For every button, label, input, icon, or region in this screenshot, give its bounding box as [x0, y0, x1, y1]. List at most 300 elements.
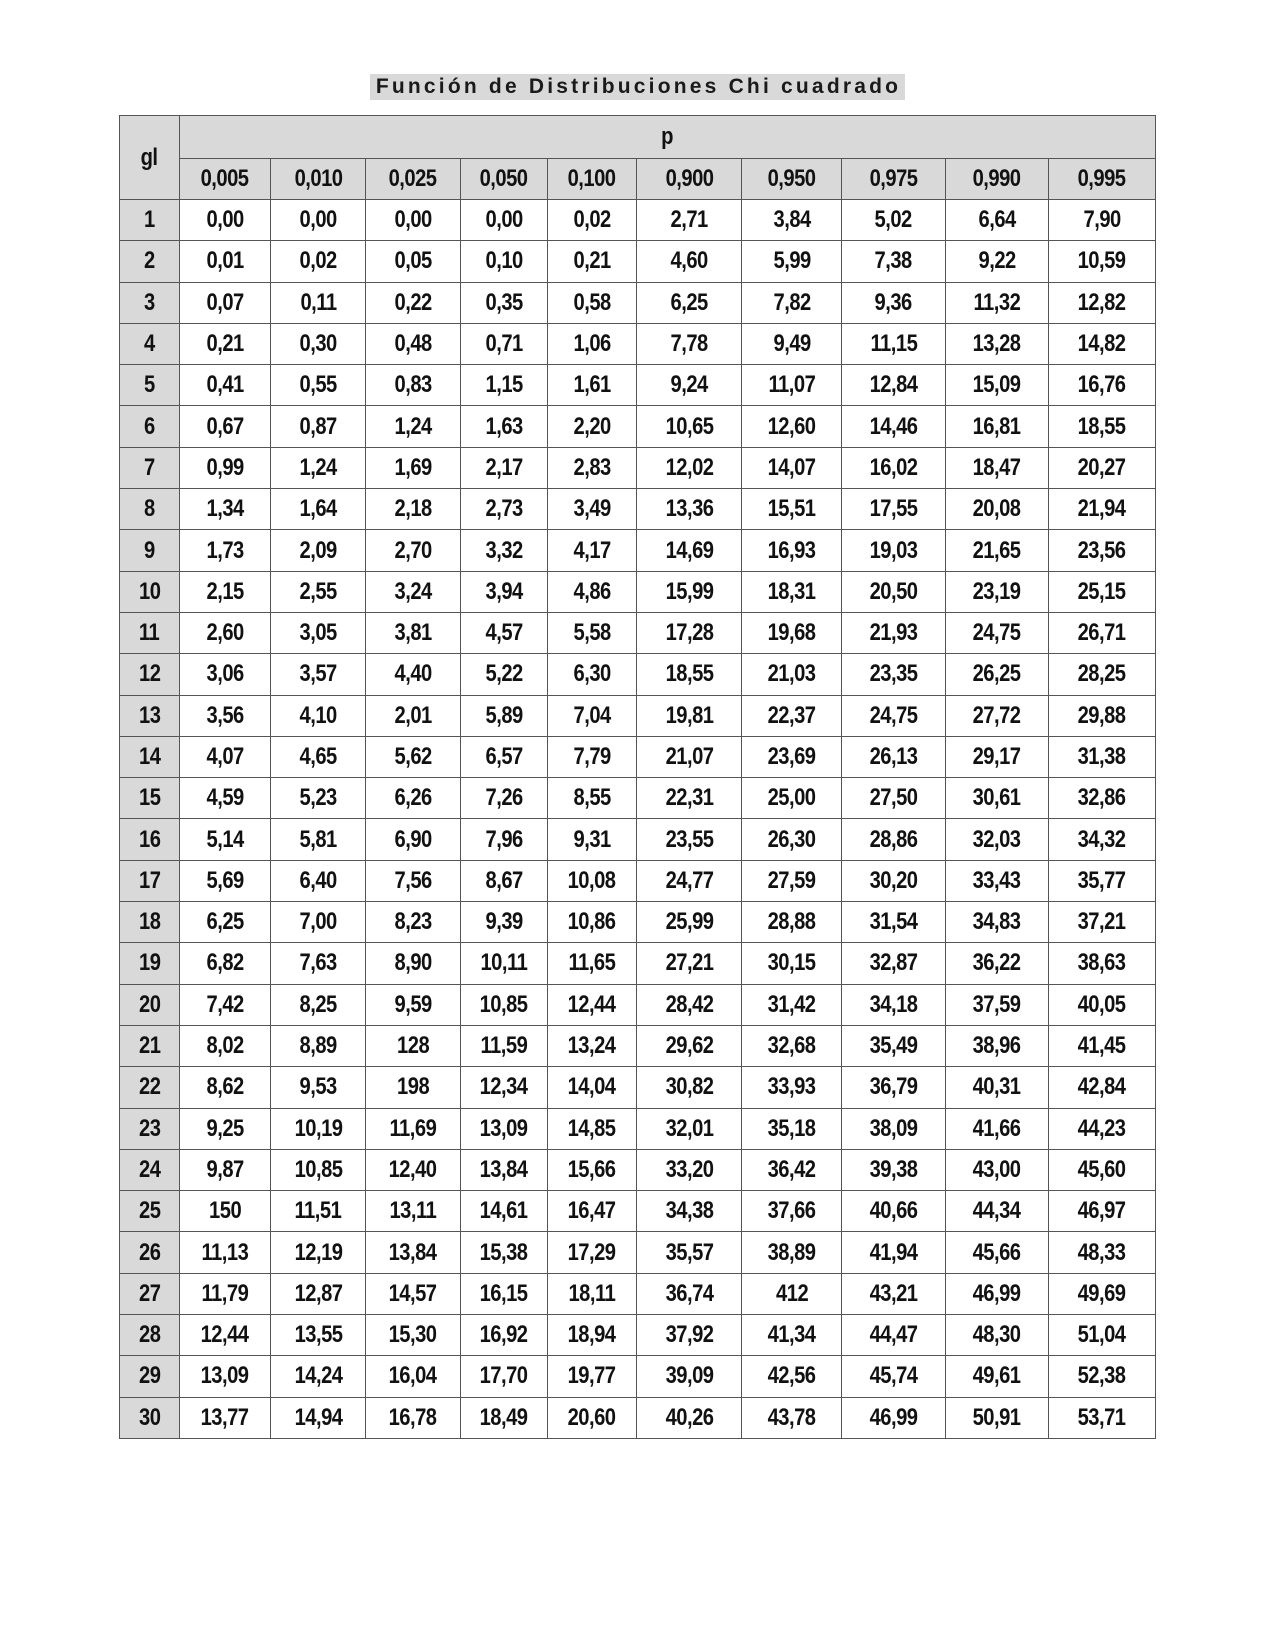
- value-cell: 6,57: [460, 736, 547, 777]
- value-cell: 28,86: [842, 819, 946, 860]
- value-cell: 12,60: [742, 406, 842, 447]
- value-cell: 14,85: [547, 1108, 637, 1149]
- value-cell: 3,94: [460, 571, 547, 612]
- gl-header: gl: [120, 116, 180, 200]
- value-cell: 20,50: [842, 571, 946, 612]
- value-cell: 6,25: [637, 282, 742, 323]
- value-cell: 0,00: [271, 200, 366, 241]
- value-cell: 24,75: [842, 695, 946, 736]
- value-cell: 6,30: [547, 654, 637, 695]
- value-cell: 16,02: [842, 447, 946, 488]
- value-cell: 9,31: [547, 819, 637, 860]
- value-cell: 12,02: [637, 447, 742, 488]
- value-cell: 2,70: [366, 530, 461, 571]
- value-cell: 12,34: [460, 1067, 547, 1108]
- table-row: [120, 530, 1156, 571]
- column-header: 0,050: [460, 159, 547, 200]
- value-cell: 0,02: [271, 241, 366, 282]
- value-cell: 10,11: [460, 943, 547, 984]
- column-header: 0,995: [1048, 159, 1155, 200]
- value-cell: 3,49: [547, 489, 637, 530]
- value-cell: 412: [742, 1273, 842, 1314]
- value-cell: 13,84: [366, 1232, 461, 1273]
- gl-cell: 7: [120, 447, 180, 488]
- value-cell: 25,15: [1048, 571, 1155, 612]
- value-cell: 36,22: [946, 943, 1049, 984]
- gl-cell: 14: [120, 736, 180, 777]
- value-cell: 0,67: [179, 406, 271, 447]
- value-cell: 16,93: [742, 530, 842, 571]
- value-cell: 21,07: [637, 736, 742, 777]
- value-cell: 0,83: [366, 365, 461, 406]
- value-cell: 35,57: [637, 1232, 742, 1273]
- value-cell: 17,55: [842, 489, 946, 530]
- value-cell: 45,74: [842, 1356, 946, 1397]
- value-cell: 1,34: [179, 489, 271, 530]
- value-cell: 27,21: [637, 943, 742, 984]
- value-cell: 13,84: [460, 1149, 547, 1190]
- table-row: [120, 1356, 1156, 1397]
- value-cell: 34,38: [637, 1191, 742, 1232]
- value-cell: 4,59: [179, 778, 271, 819]
- value-cell: 45,66: [946, 1232, 1049, 1273]
- value-cell: 21,94: [1048, 489, 1155, 530]
- value-cell: 18,11: [547, 1273, 637, 1314]
- table-row: [120, 860, 1156, 901]
- value-cell: 7,00: [271, 902, 366, 943]
- value-cell: 10,59: [1048, 241, 1155, 282]
- value-cell: 35,49: [842, 1025, 946, 1066]
- value-cell: 3,06: [179, 654, 271, 695]
- column-header: 0,005: [179, 159, 271, 200]
- value-cell: 32,01: [637, 1108, 742, 1149]
- gl-cell: 24: [120, 1149, 180, 1190]
- value-cell: 11,32: [946, 282, 1049, 323]
- value-cell: 4,10: [271, 695, 366, 736]
- value-cell: 12,19: [271, 1232, 366, 1273]
- value-cell: 13,11: [366, 1191, 461, 1232]
- value-cell: 15,66: [547, 1149, 637, 1190]
- value-cell: 0,10: [460, 241, 547, 282]
- value-cell: 7,42: [179, 984, 271, 1025]
- value-cell: 9,59: [366, 984, 461, 1025]
- value-cell: 11,65: [547, 943, 637, 984]
- gl-cell: 12: [120, 654, 180, 695]
- value-cell: 40,31: [946, 1067, 1049, 1108]
- value-cell: 2,60: [179, 612, 271, 653]
- value-cell: 9,25: [179, 1108, 271, 1149]
- value-cell: 14,57: [366, 1273, 461, 1314]
- table-body: [120, 200, 1156, 1439]
- value-cell: 0,55: [271, 365, 366, 406]
- value-cell: 11,13: [179, 1232, 271, 1273]
- value-cell: 1,73: [179, 530, 271, 571]
- value-cell: 0,01: [179, 241, 271, 282]
- value-cell: 18,31: [742, 571, 842, 612]
- value-cell: 16,15: [460, 1273, 547, 1314]
- value-cell: 18,49: [460, 1397, 547, 1438]
- page-title: Función de Distribuciones Chi cuadrado: [370, 74, 905, 100]
- gl-cell: 17: [120, 860, 180, 901]
- gl-cell: 4: [120, 323, 180, 364]
- value-cell: 44,23: [1048, 1108, 1155, 1149]
- value-cell: 12,82: [1048, 282, 1155, 323]
- value-cell: 4,65: [271, 736, 366, 777]
- value-cell: 14,82: [1048, 323, 1155, 364]
- value-cell: 5,99: [742, 241, 842, 282]
- value-cell: 48,30: [946, 1315, 1049, 1356]
- value-cell: 10,65: [637, 406, 742, 447]
- value-cell: 38,63: [1048, 943, 1155, 984]
- value-cell: 1,24: [366, 406, 461, 447]
- table-row: [120, 1315, 1156, 1356]
- value-cell: 10,86: [547, 902, 637, 943]
- table-row: [120, 612, 1156, 653]
- value-cell: 34,83: [946, 902, 1049, 943]
- value-cell: 28,88: [742, 902, 842, 943]
- value-cell: 50,91: [946, 1397, 1049, 1438]
- value-cell: 37,59: [946, 984, 1049, 1025]
- column-header: 0,990: [946, 159, 1049, 200]
- value-cell: 34,32: [1048, 819, 1155, 860]
- value-cell: 2,09: [271, 530, 366, 571]
- value-cell: 18,47: [946, 447, 1049, 488]
- value-cell: 43,21: [842, 1273, 946, 1314]
- value-cell: 25,00: [742, 778, 842, 819]
- value-cell: 7,82: [742, 282, 842, 323]
- value-cell: 8,55: [547, 778, 637, 819]
- value-cell: 7,56: [366, 860, 461, 901]
- value-cell: 5,58: [547, 612, 637, 653]
- value-cell: 7,90: [1048, 200, 1155, 241]
- value-cell: 19,03: [842, 530, 946, 571]
- gl-cell: 10: [120, 571, 180, 612]
- value-cell: 13,36: [637, 489, 742, 530]
- value-cell: 12,87: [271, 1273, 366, 1314]
- value-cell: 0,35: [460, 282, 547, 323]
- value-cell: 5,23: [271, 778, 366, 819]
- value-cell: 10,85: [271, 1149, 366, 1190]
- gl-cell: 5: [120, 365, 180, 406]
- gl-cell: 11: [120, 612, 180, 653]
- value-cell: 11,15: [842, 323, 946, 364]
- value-cell: 17,29: [547, 1232, 637, 1273]
- value-cell: 12,44: [179, 1315, 271, 1356]
- value-cell: 8,62: [179, 1067, 271, 1108]
- value-cell: 27,59: [742, 860, 842, 901]
- value-cell: 52,38: [1048, 1356, 1155, 1397]
- value-cell: 42,56: [742, 1356, 842, 1397]
- value-cell: 27,72: [946, 695, 1049, 736]
- value-cell: 31,42: [742, 984, 842, 1025]
- value-cell: 15,38: [460, 1232, 547, 1273]
- value-cell: 8,23: [366, 902, 461, 943]
- value-cell: 14,94: [271, 1397, 366, 1438]
- value-cell: 27,50: [842, 778, 946, 819]
- value-cell: 17,70: [460, 1356, 547, 1397]
- value-cell: 9,36: [842, 282, 946, 323]
- value-cell: 8,67: [460, 860, 547, 901]
- value-cell: 37,21: [1048, 902, 1155, 943]
- value-cell: 31,38: [1048, 736, 1155, 777]
- gl-cell: 6: [120, 406, 180, 447]
- value-cell: 18,94: [547, 1315, 637, 1356]
- value-cell: 24,77: [637, 860, 742, 901]
- value-cell: 14,07: [742, 447, 842, 488]
- value-cell: 11,79: [179, 1273, 271, 1314]
- value-cell: 9,22: [946, 241, 1049, 282]
- value-cell: 1,06: [547, 323, 637, 364]
- value-cell: 6,90: [366, 819, 461, 860]
- gl-cell: 19: [120, 943, 180, 984]
- value-cell: 13,24: [547, 1025, 637, 1066]
- value-cell: 0,00: [366, 200, 461, 241]
- value-cell: 4,60: [637, 241, 742, 282]
- gl-cell: 28: [120, 1315, 180, 1356]
- value-cell: 32,86: [1048, 778, 1155, 819]
- value-cell: 10,19: [271, 1108, 366, 1149]
- value-cell: 49,69: [1048, 1273, 1155, 1314]
- value-cell: 4,40: [366, 654, 461, 695]
- table-row: [120, 489, 1156, 530]
- value-cell: 2,01: [366, 695, 461, 736]
- table-row: [120, 241, 1156, 282]
- value-cell: 15,09: [946, 365, 1049, 406]
- value-cell: 15,30: [366, 1315, 461, 1356]
- value-cell: 10,85: [460, 984, 547, 1025]
- gl-cell: 13: [120, 695, 180, 736]
- gl-cell: 22: [120, 1067, 180, 1108]
- value-cell: 21,65: [946, 530, 1049, 571]
- value-cell: 6,40: [271, 860, 366, 901]
- value-cell: 2,71: [637, 200, 742, 241]
- value-cell: 0,58: [547, 282, 637, 323]
- value-cell: 1,61: [547, 365, 637, 406]
- value-cell: 38,09: [842, 1108, 946, 1149]
- value-cell: 4,57: [460, 612, 547, 653]
- table-row: [120, 323, 1156, 364]
- value-cell: 29,88: [1048, 695, 1155, 736]
- value-cell: 0,99: [179, 447, 271, 488]
- header-row-p: [120, 116, 1156, 159]
- value-cell: 32,68: [742, 1025, 842, 1066]
- value-cell: 26,30: [742, 819, 842, 860]
- value-cell: 41,45: [1048, 1025, 1155, 1066]
- gl-cell: 9: [120, 530, 180, 571]
- value-cell: 0,00: [460, 200, 547, 241]
- value-cell: 26,71: [1048, 612, 1155, 653]
- value-cell: 22,31: [637, 778, 742, 819]
- table-row: [120, 778, 1156, 819]
- header-row-probabilities: [120, 159, 1156, 200]
- value-cell: 39,38: [842, 1149, 946, 1190]
- table-row: [120, 571, 1156, 612]
- value-cell: 9,53: [271, 1067, 366, 1108]
- value-cell: 3,05: [271, 612, 366, 653]
- table-row: [120, 984, 1156, 1025]
- value-cell: 20,60: [547, 1397, 637, 1438]
- table-row: [120, 736, 1156, 777]
- value-cell: 4,86: [547, 571, 637, 612]
- value-cell: 11,59: [460, 1025, 547, 1066]
- value-cell: 2,73: [460, 489, 547, 530]
- value-cell: 1,63: [460, 406, 547, 447]
- value-cell: 9,87: [179, 1149, 271, 1190]
- value-cell: 5,02: [842, 200, 946, 241]
- gl-cell: 1: [120, 200, 180, 241]
- value-cell: 19,77: [547, 1356, 637, 1397]
- value-cell: 30,61: [946, 778, 1049, 819]
- value-cell: 20,27: [1048, 447, 1155, 488]
- value-cell: 46,97: [1048, 1191, 1155, 1232]
- value-cell: 32,87: [842, 943, 946, 984]
- value-cell: 128: [366, 1025, 461, 1066]
- value-cell: 36,79: [842, 1067, 946, 1108]
- value-cell: 8,89: [271, 1025, 366, 1066]
- value-cell: 29,17: [946, 736, 1049, 777]
- value-cell: 7,79: [547, 736, 637, 777]
- value-cell: 9,49: [742, 323, 842, 364]
- value-cell: 40,26: [637, 1397, 742, 1438]
- value-cell: 198: [366, 1067, 461, 1108]
- value-cell: 150: [179, 1191, 271, 1232]
- value-cell: 16,76: [1048, 365, 1155, 406]
- value-cell: 15,99: [637, 571, 742, 612]
- chi-square-table: [119, 115, 1156, 1439]
- value-cell: 37,92: [637, 1315, 742, 1356]
- value-cell: 53,71: [1048, 1397, 1155, 1438]
- gl-cell: 26: [120, 1232, 180, 1273]
- value-cell: 20,08: [946, 489, 1049, 530]
- value-cell: 12,84: [842, 365, 946, 406]
- table-row: [120, 447, 1156, 488]
- value-cell: 4,07: [179, 736, 271, 777]
- value-cell: 36,74: [637, 1273, 742, 1314]
- value-cell: 18,55: [637, 654, 742, 695]
- value-cell: 3,56: [179, 695, 271, 736]
- value-cell: 7,38: [842, 241, 946, 282]
- value-cell: 0,00: [179, 200, 271, 241]
- value-cell: 32,03: [946, 819, 1049, 860]
- gl-cell: 29: [120, 1356, 180, 1397]
- value-cell: 4,17: [547, 530, 637, 571]
- table-row: [120, 1108, 1156, 1149]
- value-cell: 37,66: [742, 1191, 842, 1232]
- value-cell: 13,09: [460, 1108, 547, 1149]
- table-row: [120, 1397, 1156, 1438]
- table-row: [120, 943, 1156, 984]
- table-row: [120, 406, 1156, 447]
- value-cell: 14,24: [271, 1356, 366, 1397]
- value-cell: 6,82: [179, 943, 271, 984]
- value-cell: 26,25: [946, 654, 1049, 695]
- value-cell: 24,75: [946, 612, 1049, 653]
- column-header: 0,900: [637, 159, 742, 200]
- value-cell: 33,20: [637, 1149, 742, 1190]
- gl-cell: 15: [120, 778, 180, 819]
- column-header: 0,950: [742, 159, 842, 200]
- value-cell: 49,61: [946, 1356, 1049, 1397]
- gl-cell: 18: [120, 902, 180, 943]
- value-cell: 33,43: [946, 860, 1049, 901]
- value-cell: 11,69: [366, 1108, 461, 1149]
- value-cell: 7,26: [460, 778, 547, 819]
- value-cell: 2,83: [547, 447, 637, 488]
- value-cell: 23,19: [946, 571, 1049, 612]
- value-cell: 8,90: [366, 943, 461, 984]
- value-cell: 38,96: [946, 1025, 1049, 1066]
- value-cell: 23,69: [742, 736, 842, 777]
- p-header: p: [179, 116, 1156, 159]
- value-cell: 0,21: [179, 323, 271, 364]
- value-cell: 7,78: [637, 323, 742, 364]
- value-cell: 11,07: [742, 365, 842, 406]
- value-cell: 46,99: [842, 1397, 946, 1438]
- value-cell: 14,69: [637, 530, 742, 571]
- value-cell: 12,44: [547, 984, 637, 1025]
- value-cell: 23,55: [637, 819, 742, 860]
- value-cell: 11,51: [271, 1191, 366, 1232]
- value-cell: 44,34: [946, 1191, 1049, 1232]
- value-cell: 23,35: [842, 654, 946, 695]
- value-cell: 21,93: [842, 612, 946, 653]
- value-cell: 29,62: [637, 1025, 742, 1066]
- value-cell: 41,66: [946, 1108, 1049, 1149]
- table-row: [120, 654, 1156, 695]
- value-cell: 13,77: [179, 1397, 271, 1438]
- value-cell: 51,04: [1048, 1315, 1155, 1356]
- table-row: [120, 200, 1156, 241]
- gl-cell: 21: [120, 1025, 180, 1066]
- value-cell: 8,25: [271, 984, 366, 1025]
- value-cell: 8,02: [179, 1025, 271, 1066]
- table-row: [120, 1025, 1156, 1066]
- column-header: 0,100: [547, 159, 637, 200]
- value-cell: 13,28: [946, 323, 1049, 364]
- value-cell: 14,04: [547, 1067, 637, 1108]
- column-header: 0,010: [271, 159, 366, 200]
- value-cell: 3,81: [366, 612, 461, 653]
- value-cell: 6,25: [179, 902, 271, 943]
- value-cell: 43,78: [742, 1397, 842, 1438]
- value-cell: 3,84: [742, 200, 842, 241]
- value-cell: 14,61: [460, 1191, 547, 1232]
- value-cell: 9,39: [460, 902, 547, 943]
- value-cell: 0,48: [366, 323, 461, 364]
- value-cell: 30,20: [842, 860, 946, 901]
- value-cell: 0,22: [366, 282, 461, 323]
- table-row: [120, 1149, 1156, 1190]
- value-cell: 3,24: [366, 571, 461, 612]
- table-row: [120, 365, 1156, 406]
- value-cell: 3,32: [460, 530, 547, 571]
- value-cell: 33,93: [742, 1067, 842, 1108]
- value-cell: 35,77: [1048, 860, 1155, 901]
- value-cell: 1,64: [271, 489, 366, 530]
- value-cell: 46,99: [946, 1273, 1049, 1314]
- value-cell: 0,71: [460, 323, 547, 364]
- gl-cell: 8: [120, 489, 180, 530]
- value-cell: 34,18: [842, 984, 946, 1025]
- table-row: [120, 819, 1156, 860]
- value-cell: 39,09: [637, 1356, 742, 1397]
- value-cell: 28,25: [1048, 654, 1155, 695]
- value-cell: 41,34: [742, 1315, 842, 1356]
- value-cell: 23,56: [1048, 530, 1155, 571]
- value-cell: 9,24: [637, 365, 742, 406]
- value-cell: 19,68: [742, 612, 842, 653]
- value-cell: 12,40: [366, 1149, 461, 1190]
